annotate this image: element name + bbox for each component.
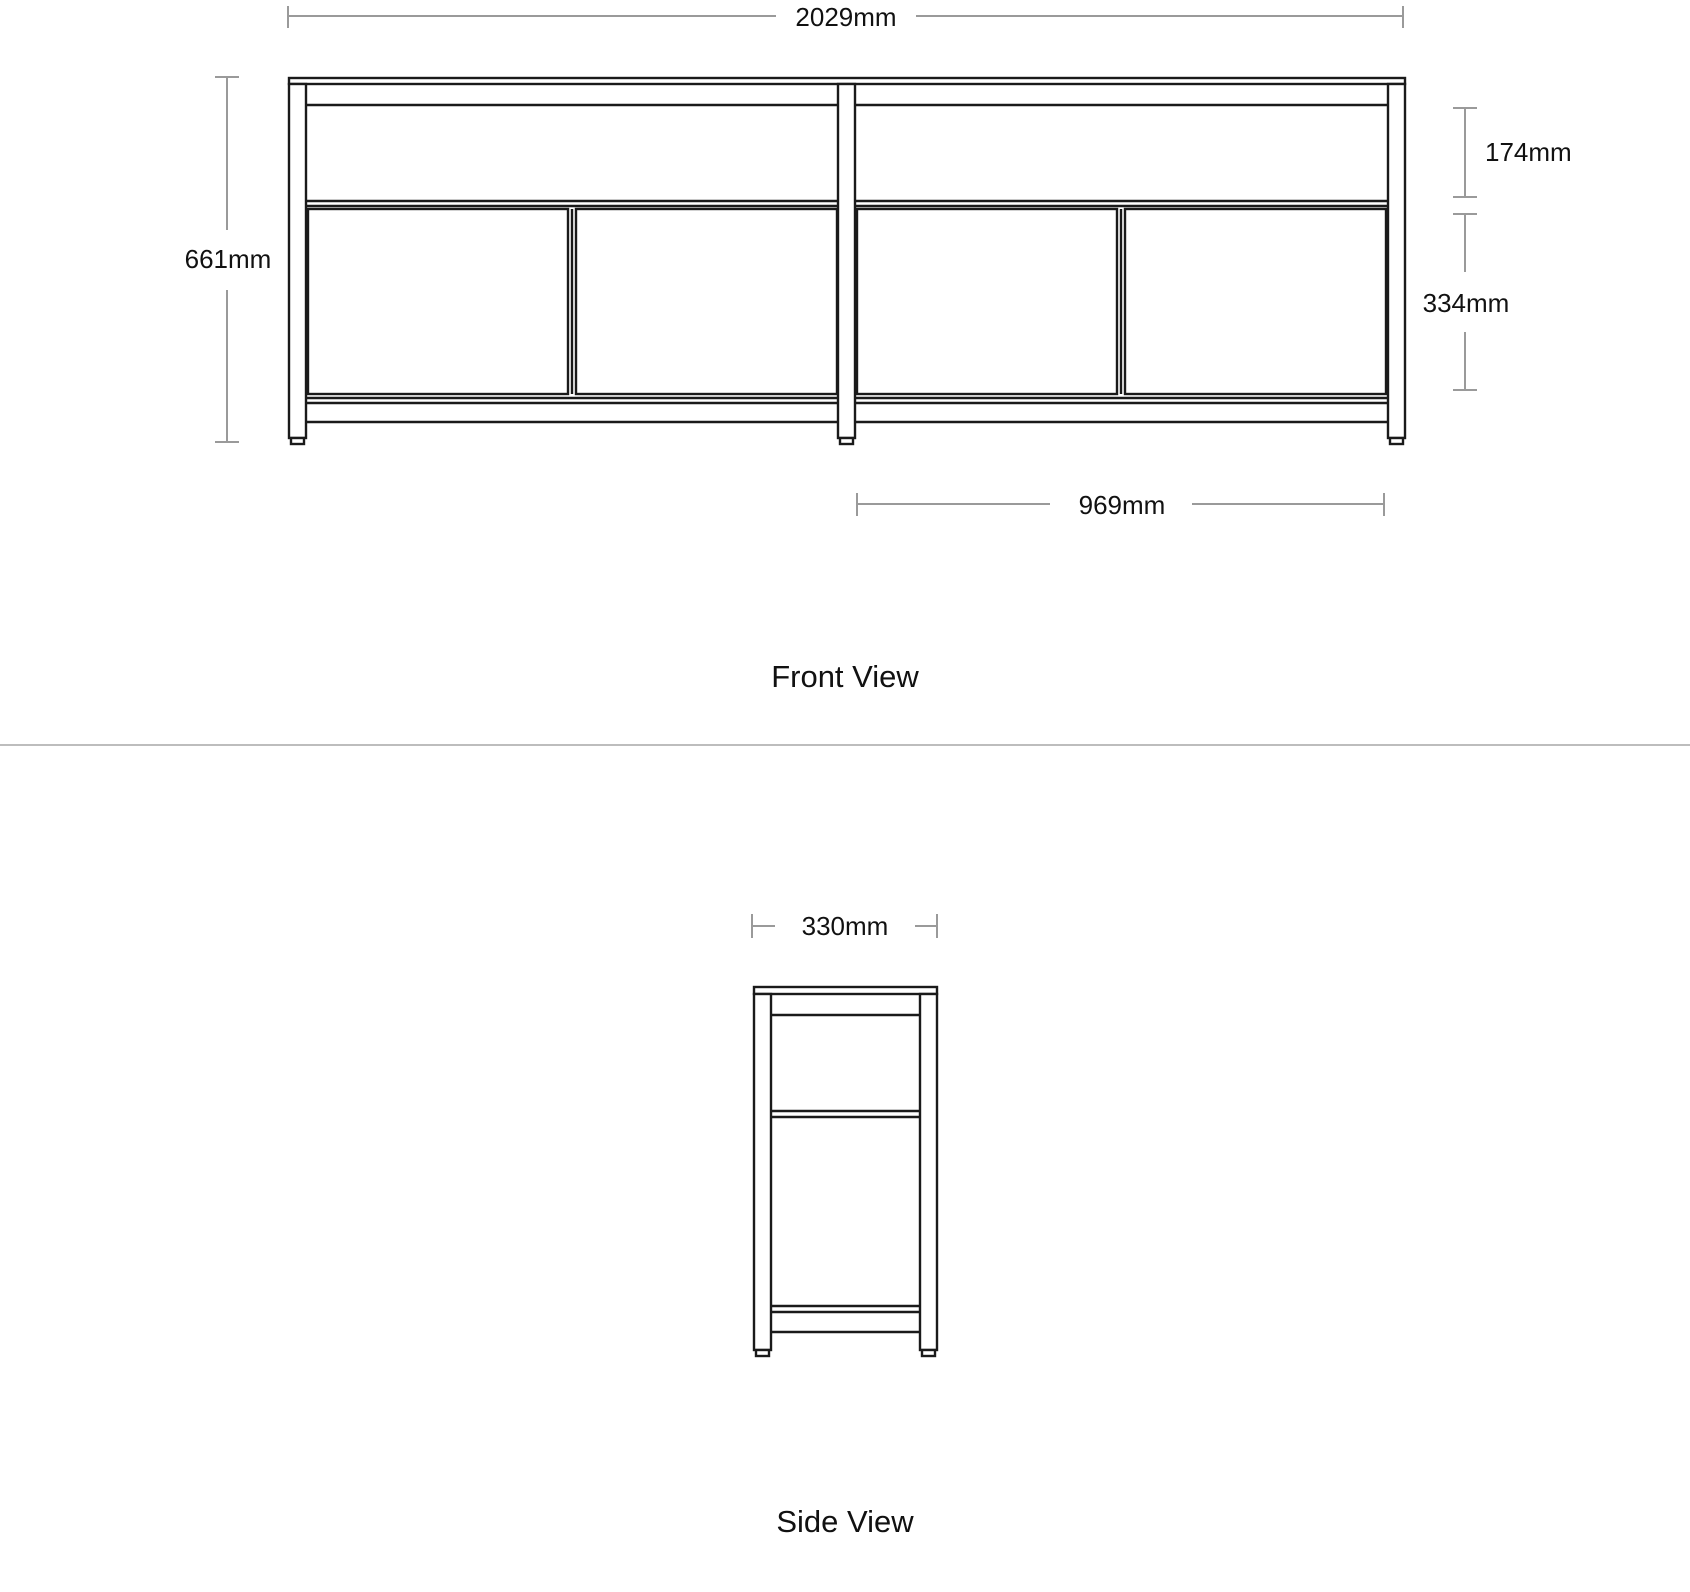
section-width-label: 969mm: [1078, 490, 1166, 520]
door-left-1: [308, 209, 568, 394]
foot: [840, 438, 853, 444]
foot: [1390, 438, 1403, 444]
top-slab: [754, 987, 937, 994]
overall-width-dimension: [288, 2, 1403, 32]
left-post: [289, 84, 306, 438]
front-cabinet: [289, 78, 1405, 444]
overall-height-label: 661mm: [184, 244, 272, 274]
overall-height-dimension: [185, 77, 272, 442]
depth-label: 330mm: [801, 911, 889, 941]
front-view-title: Front View: [771, 659, 919, 694]
cabinet-height-dimension: [1423, 214, 1510, 390]
overall-width-label: 2029mm: [795, 2, 897, 32]
section-width-dimension: [857, 490, 1384, 520]
depth-dimension: [752, 911, 937, 941]
front-view: [185, 2, 1572, 694]
drawer-height-label: 174mm: [1485, 137, 1572, 167]
side-view-title: Side View: [776, 1504, 914, 1539]
side-view: [752, 911, 937, 1539]
door-left-2: [576, 209, 837, 394]
side-cabinet: [754, 987, 937, 1356]
foot: [922, 1350, 935, 1356]
right-post: [920, 994, 937, 1350]
door-right-2: [1125, 209, 1386, 394]
foot: [756, 1350, 769, 1356]
middle-post: [838, 84, 855, 438]
cabinet-height-label: 334mm: [1422, 288, 1510, 318]
left-post: [754, 994, 771, 1350]
right-post: [1388, 84, 1405, 438]
foot: [291, 438, 304, 444]
door-right-1: [857, 209, 1117, 394]
drawer-height-dimension: [1453, 108, 1572, 197]
